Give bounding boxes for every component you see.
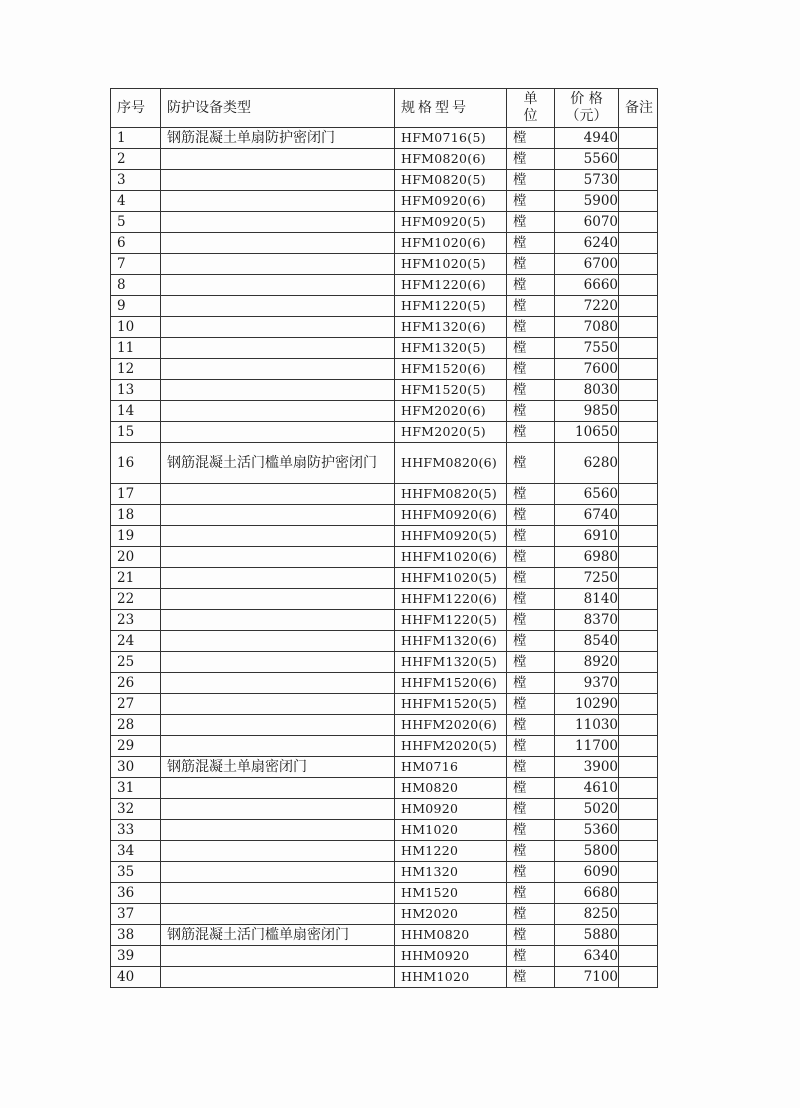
row-spec: HHM0920 (395, 946, 507, 967)
row-price: 8030 (555, 380, 619, 401)
row-no: 4 (111, 191, 161, 212)
table-row (111, 380, 658, 401)
row-type (161, 673, 395, 694)
row-spec: HM2020 (395, 904, 507, 925)
row-spec: HM1020 (395, 820, 507, 841)
row-spec: HFM1320(5) (395, 338, 507, 359)
header-note: 备注 (619, 89, 658, 128)
row-type (161, 275, 395, 296)
row-type (161, 149, 395, 170)
row-unit: 樘 (507, 526, 555, 547)
row-note (619, 799, 658, 820)
row-note (619, 233, 658, 254)
row-type (161, 526, 395, 547)
row-unit: 樘 (507, 589, 555, 610)
row-type (161, 778, 395, 799)
row-note (619, 757, 658, 778)
row-spec: HFM2020(6) (395, 401, 507, 422)
table-row (111, 862, 658, 883)
row-price: 6910 (555, 526, 619, 547)
row-spec: HFM0716(5) (395, 128, 507, 149)
row-spec: HHFM0920(6) (395, 505, 507, 526)
table-row (111, 883, 658, 904)
row-spec: HHFM0920(5) (395, 526, 507, 547)
row-note (619, 359, 658, 380)
row-type (161, 338, 395, 359)
row-type (161, 317, 395, 338)
table-row (111, 212, 658, 233)
row-no: 17 (111, 484, 161, 505)
row-spec: HHFM2020(6) (395, 715, 507, 736)
row-spec: HHFM1320(5) (395, 652, 507, 673)
row-price: 6070 (555, 212, 619, 233)
table-row (111, 401, 658, 422)
row-price: 6090 (555, 862, 619, 883)
row-type (161, 359, 395, 380)
row-type (161, 380, 395, 401)
row-note (619, 191, 658, 212)
table-row (111, 841, 658, 862)
row-spec: HHFM1320(6) (395, 631, 507, 652)
row-price: 6680 (555, 883, 619, 904)
row-price: 5900 (555, 191, 619, 212)
row-type (161, 422, 395, 443)
row-no: 13 (111, 380, 161, 401)
row-spec: HFM0820(5) (395, 170, 507, 191)
row-unit: 樘 (507, 652, 555, 673)
row-price: 9850 (555, 401, 619, 422)
row-price: 6280 (555, 443, 619, 484)
row-spec: HHFM0820(6) (395, 443, 507, 484)
row-unit: 樘 (507, 275, 555, 296)
row-spec: HM0820 (395, 778, 507, 799)
row-spec: HFM0820(6) (395, 149, 507, 170)
row-note (619, 128, 658, 149)
row-no: 7 (111, 254, 161, 275)
row-spec: HM1220 (395, 841, 507, 862)
table-row (111, 946, 658, 967)
table-row (111, 422, 658, 443)
header-unit: 单 位 (507, 89, 555, 128)
row-note (619, 443, 658, 484)
row-spec: HFM1520(5) (395, 380, 507, 401)
table-row (111, 296, 658, 317)
row-no: 25 (111, 652, 161, 673)
row-type (161, 631, 395, 652)
row-spec: HHFM2020(5) (395, 736, 507, 757)
row-price: 10290 (555, 694, 619, 715)
row-spec: HM1520 (395, 883, 507, 904)
row-spec: HHFM1220(6) (395, 589, 507, 610)
table-row (111, 799, 658, 820)
header-type: 防护设备类型 (161, 89, 395, 128)
row-unit: 樘 (507, 380, 555, 401)
row-spec: HFM0920(6) (395, 191, 507, 212)
row-note (619, 652, 658, 673)
row-unit: 樘 (507, 212, 555, 233)
row-note (619, 610, 658, 631)
row-note (619, 568, 658, 589)
row-price: 3900 (555, 757, 619, 778)
row-note (619, 841, 658, 862)
row-price: 11030 (555, 715, 619, 736)
row-no: 22 (111, 589, 161, 610)
row-note (619, 338, 658, 359)
row-note (619, 296, 658, 317)
table-row (111, 904, 658, 925)
row-price: 6700 (555, 254, 619, 275)
row-spec: HFM0920(5) (395, 212, 507, 233)
row-no: 24 (111, 631, 161, 652)
table-row (111, 589, 658, 610)
row-note (619, 484, 658, 505)
row-no: 39 (111, 946, 161, 967)
row-type: 钢筋混凝土活门槛单扇密闭门 (161, 925, 395, 946)
row-no: 23 (111, 610, 161, 631)
row-no: 20 (111, 547, 161, 568)
table-row (111, 505, 658, 526)
row-spec: HFM1220(5) (395, 296, 507, 317)
row-price: 9370 (555, 673, 619, 694)
row-price: 7100 (555, 967, 619, 988)
row-spec: HHFM1520(5) (395, 694, 507, 715)
row-type (161, 170, 395, 191)
row-spec: HHM1020 (395, 967, 507, 988)
row-note (619, 736, 658, 757)
row-no: 2 (111, 149, 161, 170)
row-type (161, 799, 395, 820)
row-no: 37 (111, 904, 161, 925)
row-spec: HFM1320(6) (395, 317, 507, 338)
row-note (619, 149, 658, 170)
row-price: 6560 (555, 484, 619, 505)
row-unit: 樘 (507, 694, 555, 715)
row-note (619, 505, 658, 526)
row-no: 14 (111, 401, 161, 422)
row-note (619, 694, 658, 715)
table-row (111, 443, 658, 484)
row-note (619, 862, 658, 883)
row-unit: 樘 (507, 757, 555, 778)
row-spec: HFM1020(6) (395, 233, 507, 254)
table-row (111, 191, 658, 212)
row-no: 16 (111, 443, 161, 484)
row-unit: 樘 (507, 191, 555, 212)
row-no: 26 (111, 673, 161, 694)
row-unit: 樘 (507, 233, 555, 254)
row-no: 35 (111, 862, 161, 883)
row-price: 5800 (555, 841, 619, 862)
table-row (111, 736, 658, 757)
row-price: 11700 (555, 736, 619, 757)
row-type: 钢筋混凝土单扇防护密闭门 (161, 128, 395, 149)
row-note (619, 547, 658, 568)
row-unit: 樘 (507, 862, 555, 883)
row-price: 8140 (555, 589, 619, 610)
row-unit: 樘 (507, 296, 555, 317)
row-unit: 樘 (507, 946, 555, 967)
table-row (111, 673, 658, 694)
row-price: 7550 (555, 338, 619, 359)
row-unit: 樘 (507, 443, 555, 484)
row-note (619, 401, 658, 422)
row-no: 5 (111, 212, 161, 233)
table-row (111, 128, 658, 149)
row-note (619, 589, 658, 610)
row-unit: 樘 (507, 317, 555, 338)
row-price: 4610 (555, 778, 619, 799)
row-no: 19 (111, 526, 161, 547)
row-spec: HHFM0820(5) (395, 484, 507, 505)
row-type: 钢筋混凝土活门槛单扇防护密闭门 (161, 443, 395, 484)
row-type (161, 589, 395, 610)
row-no: 27 (111, 694, 161, 715)
row-spec: HM1320 (395, 862, 507, 883)
table-row (111, 652, 658, 673)
row-price: 10650 (555, 422, 619, 443)
row-type (161, 505, 395, 526)
row-unit: 樘 (507, 359, 555, 380)
row-spec: HHFM1020(5) (395, 568, 507, 589)
row-note (619, 380, 658, 401)
row-type (161, 841, 395, 862)
table-row (111, 631, 658, 652)
row-note (619, 526, 658, 547)
table-row (111, 778, 658, 799)
row-type (161, 715, 395, 736)
row-unit: 樘 (507, 484, 555, 505)
row-type: 钢筋混凝土单扇密闭门 (161, 757, 395, 778)
row-type (161, 568, 395, 589)
row-price: 7250 (555, 568, 619, 589)
row-no: 3 (111, 170, 161, 191)
table-row (111, 275, 658, 296)
row-price: 8920 (555, 652, 619, 673)
row-type (161, 904, 395, 925)
row-unit: 樘 (507, 631, 555, 652)
row-price: 8540 (555, 631, 619, 652)
row-note (619, 967, 658, 988)
price-table (110, 88, 658, 988)
row-unit: 樘 (507, 883, 555, 904)
table-row (111, 254, 658, 275)
row-no: 38 (111, 925, 161, 946)
row-no: 10 (111, 317, 161, 338)
row-unit: 樘 (507, 568, 555, 589)
row-unit: 樘 (507, 149, 555, 170)
row-no: 32 (111, 799, 161, 820)
header-no: 序号 (111, 89, 161, 128)
row-no: 18 (111, 505, 161, 526)
row-unit: 樘 (507, 505, 555, 526)
row-no: 36 (111, 883, 161, 904)
row-price: 6240 (555, 233, 619, 254)
row-note (619, 883, 658, 904)
table-row (111, 547, 658, 568)
table-row (111, 694, 658, 715)
table-row (111, 925, 658, 946)
row-type (161, 191, 395, 212)
row-no: 12 (111, 359, 161, 380)
row-note (619, 904, 658, 925)
row-note (619, 631, 658, 652)
row-unit: 樘 (507, 128, 555, 149)
row-no: 34 (111, 841, 161, 862)
row-spec: HFM2020(5) (395, 422, 507, 443)
row-price: 7220 (555, 296, 619, 317)
table-row (111, 317, 658, 338)
row-price: 5730 (555, 170, 619, 191)
row-unit: 樘 (507, 736, 555, 757)
row-no: 1 (111, 128, 161, 149)
row-no: 6 (111, 233, 161, 254)
row-price: 5360 (555, 820, 619, 841)
header-price: 价 格 （元） (555, 89, 619, 128)
row-unit: 樘 (507, 904, 555, 925)
row-unit: 樘 (507, 170, 555, 191)
row-price: 6740 (555, 505, 619, 526)
row-type (161, 946, 395, 967)
row-type (161, 736, 395, 757)
row-spec: HHFM1220(5) (395, 610, 507, 631)
row-no: 9 (111, 296, 161, 317)
row-type (161, 694, 395, 715)
row-price: 6340 (555, 946, 619, 967)
row-spec: HHFM1020(6) (395, 547, 507, 568)
row-no: 40 (111, 967, 161, 988)
row-unit: 樘 (507, 778, 555, 799)
row-no: 29 (111, 736, 161, 757)
row-type (161, 233, 395, 254)
row-no: 8 (111, 275, 161, 296)
row-price: 6980 (555, 547, 619, 568)
table-row (111, 359, 658, 380)
row-spec: HFM1520(6) (395, 359, 507, 380)
row-type (161, 547, 395, 568)
table-row (111, 526, 658, 547)
table-row (111, 484, 658, 505)
row-spec: HM0920 (395, 799, 507, 820)
table-row (111, 568, 658, 589)
row-unit: 樘 (507, 401, 555, 422)
table-header-row (111, 89, 658, 128)
table-body (111, 128, 658, 988)
row-price: 4940 (555, 128, 619, 149)
row-note (619, 778, 658, 799)
row-unit: 樘 (507, 967, 555, 988)
row-type (161, 652, 395, 673)
row-no: 21 (111, 568, 161, 589)
row-type (161, 401, 395, 422)
row-spec: HHFM1520(6) (395, 673, 507, 694)
row-unit: 樘 (507, 820, 555, 841)
row-type (161, 883, 395, 904)
row-note (619, 715, 658, 736)
row-no: 31 (111, 778, 161, 799)
table-row (111, 610, 658, 631)
table-row (111, 967, 658, 988)
table-row (111, 170, 658, 191)
row-spec: HHM0820 (395, 925, 507, 946)
row-type (161, 296, 395, 317)
row-type (161, 610, 395, 631)
row-unit: 樘 (507, 422, 555, 443)
row-note (619, 925, 658, 946)
table-row (111, 715, 658, 736)
row-price: 5560 (555, 149, 619, 170)
row-spec: HFM1020(5) (395, 254, 507, 275)
table-row (111, 757, 658, 778)
row-type (161, 820, 395, 841)
row-note (619, 820, 658, 841)
row-unit: 樘 (507, 254, 555, 275)
row-unit: 樘 (507, 925, 555, 946)
table-row (111, 149, 658, 170)
row-note (619, 170, 658, 191)
row-price: 6660 (555, 275, 619, 296)
row-no: 15 (111, 422, 161, 443)
row-price: 8250 (555, 904, 619, 925)
table-row (111, 233, 658, 254)
row-note (619, 946, 658, 967)
row-unit: 樘 (507, 610, 555, 631)
header-spec: 规格型号 (395, 89, 507, 128)
row-note (619, 422, 658, 443)
row-no: 30 (111, 757, 161, 778)
row-spec: HFM1220(6) (395, 275, 507, 296)
row-unit: 樘 (507, 799, 555, 820)
row-note (619, 212, 658, 233)
row-note (619, 275, 658, 296)
row-unit: 樘 (507, 547, 555, 568)
table-row (111, 820, 658, 841)
row-price: 7600 (555, 359, 619, 380)
row-price: 5020 (555, 799, 619, 820)
row-note (619, 254, 658, 275)
row-price: 8370 (555, 610, 619, 631)
row-type (161, 862, 395, 883)
row-note (619, 317, 658, 338)
row-unit: 樘 (507, 338, 555, 359)
row-type (161, 212, 395, 233)
row-price: 7080 (555, 317, 619, 338)
row-no: 33 (111, 820, 161, 841)
row-spec: HM0716 (395, 757, 507, 778)
row-type (161, 484, 395, 505)
row-note (619, 673, 658, 694)
row-type (161, 254, 395, 275)
row-unit: 樘 (507, 673, 555, 694)
row-type (161, 967, 395, 988)
row-price: 5880 (555, 925, 619, 946)
table-row (111, 338, 658, 359)
row-unit: 樘 (507, 841, 555, 862)
row-no: 11 (111, 338, 161, 359)
row-no: 28 (111, 715, 161, 736)
row-unit: 樘 (507, 715, 555, 736)
